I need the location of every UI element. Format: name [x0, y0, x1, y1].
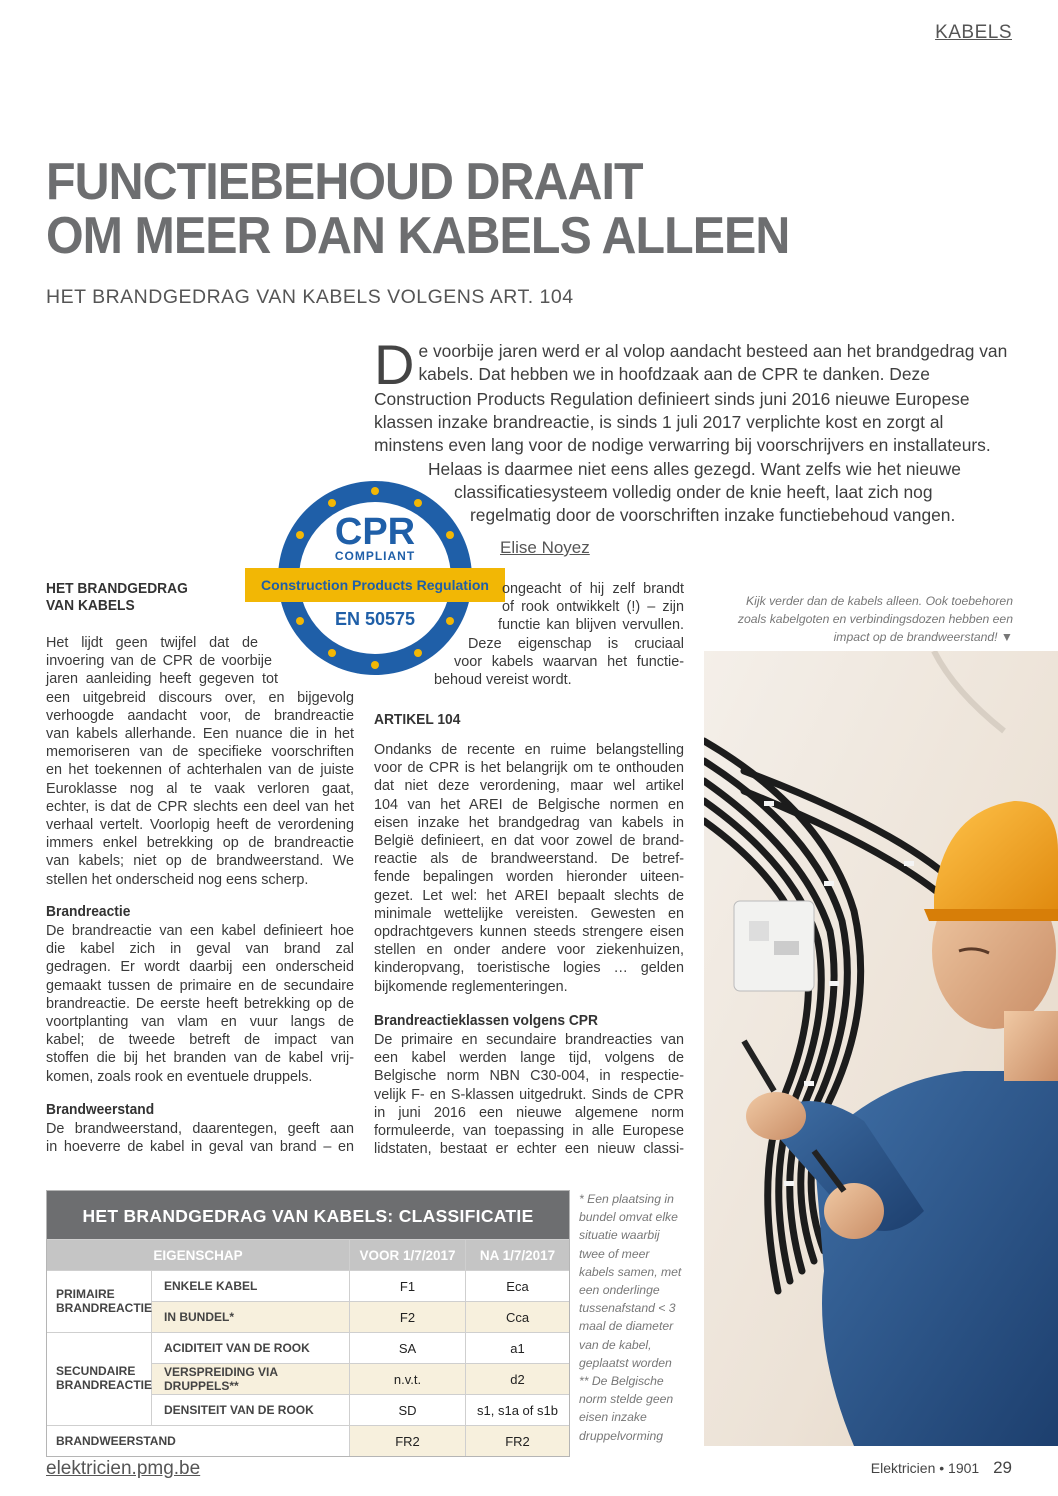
text-line: behoud vereist wordt. [434, 672, 572, 689]
text-line: jaren aanleiding heeft gegeven tot [46, 671, 278, 688]
note-line: twee of meer [579, 1246, 650, 1261]
table-cell: VERSPREIDING VIA DRUPPELS** [151, 1364, 349, 1394]
table-cell: SA [349, 1333, 465, 1363]
text-line: Euroklasse nog al te vaak verloren gaat, [46, 780, 354, 797]
table-cell: ENKELE KABEL [151, 1271, 349, 1301]
table-cell: IN BUNDEL* [151, 1302, 349, 1332]
table-cell: d2 [465, 1364, 569, 1394]
caption-line: impact op de brandweerstand! ▼ [833, 630, 1013, 644]
intro-line: Helaas is daarmee niet eens alles gezegd. Want zelfs wie het nieuwe [428, 458, 961, 479]
text-line: België definieert, en dat voor zowel de brand- [374, 833, 684, 850]
logo-norm-text: EN 50575 [334, 609, 416, 629]
author-link[interactable]: Elise Noyez [500, 538, 590, 557]
text-line: van kabels allerhande. Een nuance die in het [46, 726, 354, 743]
text-line: verhoogde aandacht voor, de brandreactie [46, 707, 354, 724]
table-cell: a1 [465, 1333, 569, 1363]
col2-paragraph-1 [374, 741, 684, 996]
article-title [46, 153, 790, 265]
text-line: velijk F- en S-klassen uitgedrukt. Sinds de CPR [374, 1086, 684, 1103]
col2-subheading-cpr-classes: Brandreactieklassen volgens CPR [374, 1012, 598, 1029]
electrician-photo [704, 651, 1058, 1446]
table-cell: FR2 [465, 1426, 569, 1456]
title-line-1: FUNCTIEBEHOUD DRAAIT [46, 153, 643, 211]
text-line: lidstaten, bestaat er echter een nieuw classi- [374, 1141, 684, 1158]
page-number: 29 [993, 1458, 1012, 1477]
text-line: functie kan blijven vervullen. [498, 617, 684, 634]
intro-line: Construction Products Regulation definieert sinds juni 2016 nieuwe Europese [374, 389, 970, 409]
text-line: stoffen die bij het branden van de kabel vrij- [46, 1050, 354, 1067]
text-line: dat niet deze verordening, maar wel artikel [374, 778, 684, 795]
text-line: 104 van het AREI de Belgische normen en [374, 796, 684, 813]
table-cell: ACIDITEIT VAN DE ROOK [151, 1333, 349, 1363]
note-line: maal de diameter [579, 1319, 674, 1334]
table-cell: F1 [349, 1271, 465, 1301]
text-line: De brandreactie van een kabel definieert hoe [46, 923, 354, 939]
text-line: of rook ontwikkelt (!) – zijn [502, 599, 684, 616]
text-line: ongeacht of hij zelf brandt [502, 581, 684, 597]
text-line: een uitgebreid discours over, en bijgevolg [46, 689, 354, 706]
col1-paragraph-3 [46, 1120, 354, 1156]
note-line: druppelvorming [579, 1428, 664, 1443]
classification-table [46, 1190, 570, 1457]
section-tag: KABELS [935, 22, 1012, 43]
note-line: van de kabel, [579, 1337, 652, 1352]
text-line: Belgische norm NBN C30-004, in respectie- [374, 1068, 684, 1085]
text-line: immers enkel betrekking op de brandreactie [46, 835, 354, 852]
table-cell: SD [349, 1395, 465, 1425]
note-line: ** De Belgische [579, 1374, 664, 1389]
title-line-2: OM MEER DAN KABELS ALLEEN [46, 207, 790, 265]
note-line: kabels samen, met [579, 1264, 682, 1279]
text-line: komen, zoals rook en eventuele druppels. [46, 1068, 313, 1085]
col1-subheading-brandreactie: Brandreactie [46, 903, 131, 920]
table-cell: n.v.t. [349, 1364, 465, 1394]
caption-line: Kijk verder dan de kabels alleen. Ook toebehoren [746, 594, 1013, 608]
col1-subheading-brandweerstand: Brandweerstand [46, 1101, 155, 1118]
text-line: die kabel zich in geval van brand zal [46, 941, 354, 958]
col2-paragraph-2 [374, 1031, 684, 1158]
text-line: fende bepalingen worden hieronder uiteen- [374, 869, 684, 886]
col1-paragraph-1 [46, 634, 354, 889]
table-header: NA 1/7/2017 [465, 1240, 569, 1270]
magazine-issue: Elektricien • 1901 [870, 1460, 980, 1476]
table-group-label: PRIMAIRE BRANDREACTIE [47, 1271, 151, 1331]
intro-line: kabels. Dat hebben we in hoofdzaak aan de CPR te danken. Deze [418, 364, 930, 385]
text-line: Het lijdt geen twijfel dat de [46, 635, 258, 651]
col1-paragraph-2 [46, 922, 354, 1086]
intro-line: klassen inzake brandreactie, is sinds 1 juli 2017 verplichte kost en zorgt al [374, 412, 944, 433]
note-line: eisen inzake [579, 1410, 647, 1425]
intro-line: e voorbije jaren werd er al volop aandacht besteed aan het brandgedrag van [418, 341, 1008, 361]
table-cell: F2 [349, 1302, 465, 1332]
text-line: in hoeverre de kabel in geval van brand – en [46, 1139, 354, 1156]
col1-heading-line: HET BRANDGEDRAG [46, 580, 188, 597]
logo-cpr-text: CPR [334, 511, 416, 553]
drop-cap: D [374, 333, 415, 396]
intro-line: classificatiesysteem volledig onder de knie heeft, laat zich nog [454, 481, 933, 502]
caption-line: zoals kabelgoten en verbindingsdozen hebben een [737, 612, 1013, 626]
note-line: norm stelde geen [579, 1392, 674, 1407]
text-line: kabel; de tweede betreft de impact van [46, 1032, 354, 1049]
logo-compliant-text: COMPLIANT [334, 549, 416, 563]
text-line: brandreactie. De eerste heeft betrekking op de [46, 995, 354, 1012]
text-line: Deze eigenschap is cruciaal [468, 635, 684, 652]
text-line: gedragen. Er wordt daarbij een onderscheid [46, 959, 354, 976]
table-cell: Eca [465, 1271, 569, 1301]
photo-caption [700, 592, 1013, 646]
table-cell: s1, s1a of s1b [465, 1395, 569, 1425]
text-line: verhaal vertelt. Voorlopig heeft de verordening [46, 817, 354, 834]
table-header-row [47, 1239, 569, 1270]
text-line: van kabels; niet op de brandweerstand. We [46, 853, 354, 870]
text-line: en het toekennen of achterhalen van de juiste [46, 762, 354, 779]
article-subtitle: HET BRANDGEDRAG VAN KABELS VOLGENS ART. 104 [46, 286, 574, 308]
text-line: stellen het onderscheid nog eens scherp. [46, 871, 309, 888]
text-line: reactie als de brandweerstand. De betref- [374, 851, 684, 868]
col2-paragraph-0 [374, 580, 684, 689]
footer-website-link[interactable]: elektricien.pmg.be [46, 1458, 201, 1479]
table-row [47, 1425, 569, 1456]
text-line: in juni 2016 een nieuwe algemene norm [374, 1104, 684, 1121]
note-line: * Een plaatsing in [579, 1192, 674, 1206]
text-line: echter, is dat de CPR slechts een deel van het [46, 798, 354, 815]
text-line: De brandweerstand, daarentegen, geeft aan [46, 1121, 354, 1137]
text-line: formuleerde, van toepassing in alle Europese [374, 1123, 684, 1140]
intro-line: minstens even lang voor de nodige verwarring bij voorschrijvers en installateurs. [374, 435, 991, 456]
text-line: Ondanks de recente en ruime belangstelling [374, 742, 684, 758]
text-line: De primaire en secundaire brandreacties van [374, 1032, 684, 1048]
table-cell: Cca [465, 1302, 569, 1332]
footer-issue [871, 1458, 1012, 1478]
note-line: bundel omvat elke [579, 1210, 678, 1225]
text-line: gezet. Let wel: het AREI bepaalt slechts de [374, 887, 684, 904]
text-line: voor kabels waarvan het functie- [454, 653, 684, 670]
table-header: VOOR 1/7/2017 [349, 1240, 465, 1270]
text-line: bijkomende reglementeringen. [374, 978, 568, 995]
text-line: invoering van de CPR de voorbije [46, 653, 272, 670]
table-cell: BRANDWEERSTAND [47, 1426, 349, 1456]
text-line: kinderopvang, toeristische logies … gelden [374, 960, 684, 977]
logo-band-text: Construction Products Regulation [261, 577, 489, 593]
table-cell: DENSITEIT VAN DE ROOK [151, 1395, 349, 1425]
table-group-label: SECUNDAIRE BRANDREACTIE [47, 1333, 151, 1423]
text-line: stellen en onder andere voor ziekenhuizen, [374, 942, 684, 959]
note-line: situatie waarbij [579, 1228, 660, 1243]
table-footnote [579, 1190, 691, 1445]
text-line: voor de CPR is het belangrijk om te onthouden [374, 760, 684, 777]
note-line: tussenafstand < 3 [579, 1301, 676, 1316]
text-line: opdrachtgevers kunnen steeds strengere eisen [374, 924, 684, 941]
table-header: EIGENSCHAP [47, 1240, 349, 1270]
col2-heading-artikel-104: ARTIKEL 104 [374, 711, 461, 728]
col1-heading-line: VAN KABELS [46, 597, 135, 614]
text-line: memoriseren van de specifieke voorschriften [46, 744, 354, 761]
text-line: een kabel werden lange tijd, volgens de [374, 1050, 684, 1067]
text-line: voortplanting van vlam en vuur langs de [46, 1014, 354, 1031]
text-line: minimale wettelijke vereisten. Gewesten en [374, 905, 684, 922]
table-cell: FR2 [349, 1426, 465, 1456]
note-line: geplaatst worden [579, 1355, 672, 1370]
table-title: HET BRANDGEDRAG VAN KABELS: CLASSIFICATIE [47, 1191, 569, 1239]
text-line: gemaakt tussen de primaire en de secundaire [46, 977, 354, 994]
intro-line: regelmatig door de voorschriften inzake functiebehoud vangen. [470, 505, 956, 526]
text-line: eisen inzake het brandgedrag van kabels in [374, 814, 684, 831]
col1-heading [46, 580, 188, 614]
note-line: een onderlinge [579, 1283, 660, 1298]
